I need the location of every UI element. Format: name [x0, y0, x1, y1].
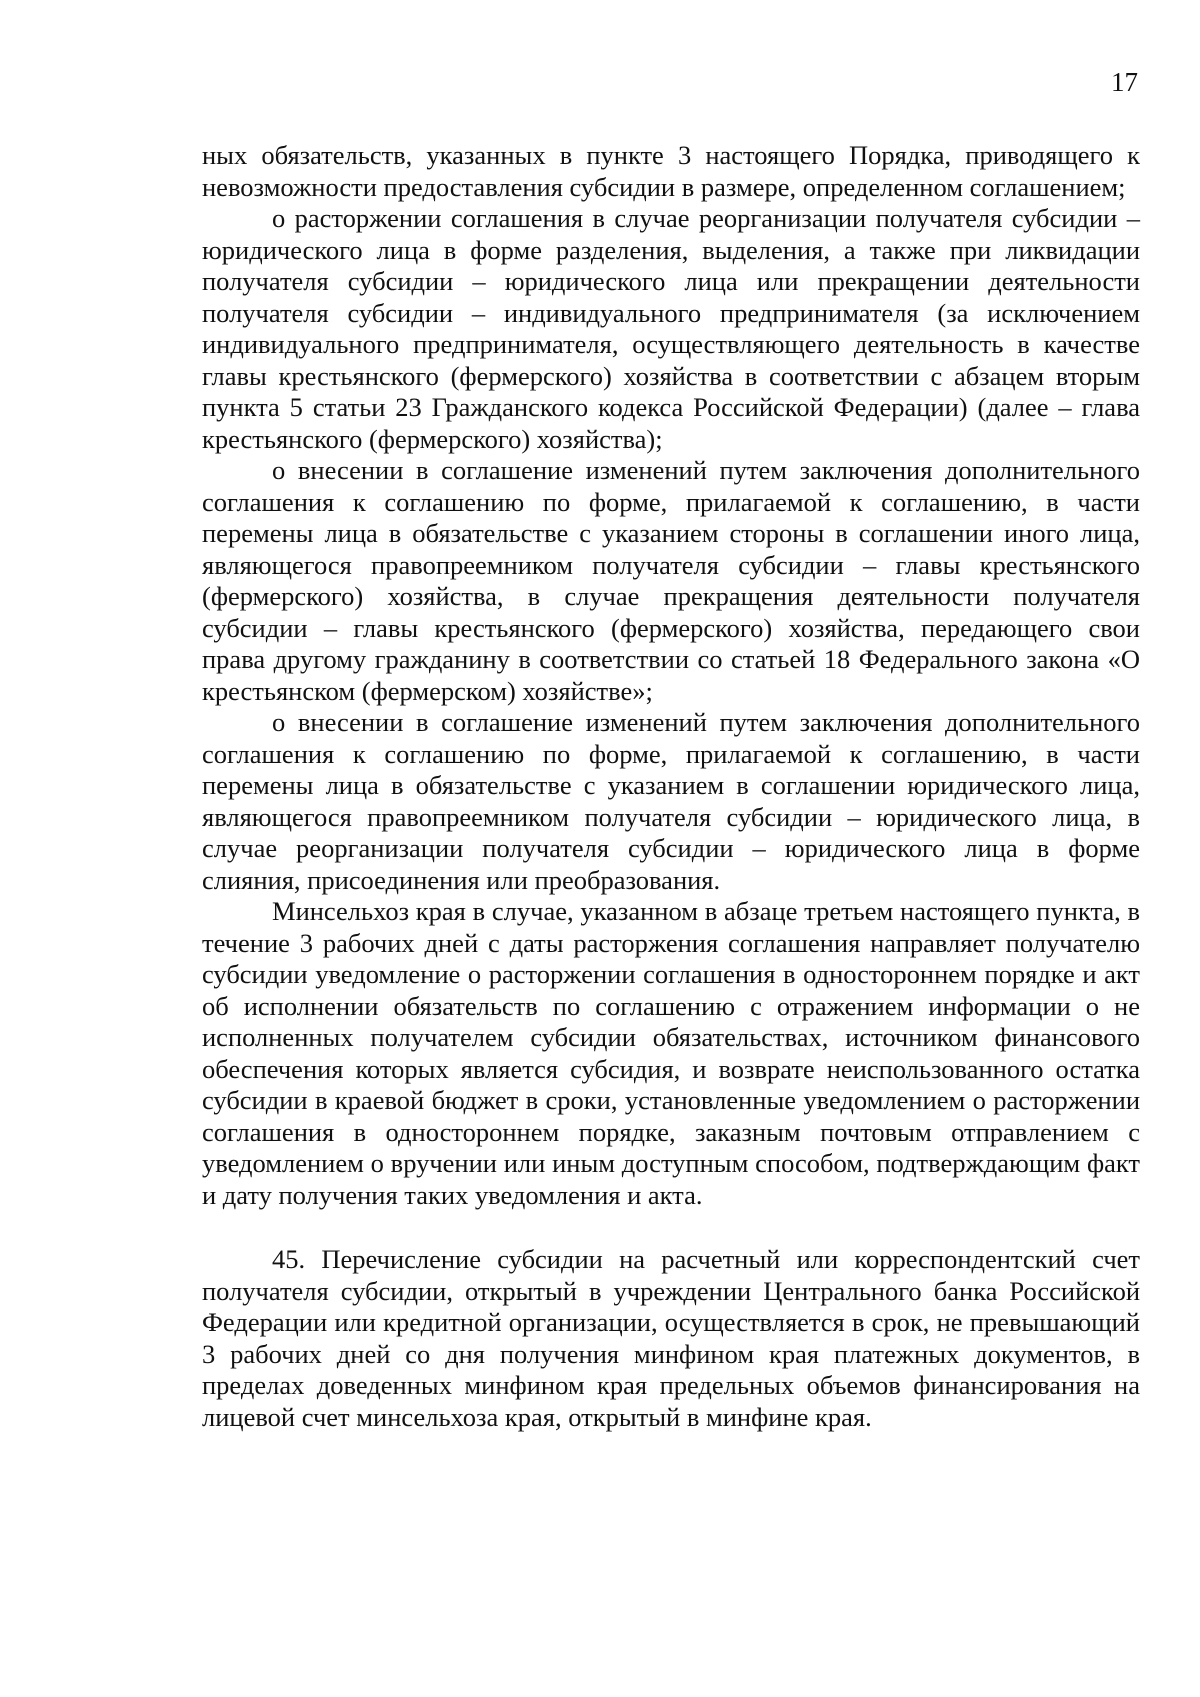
page-number: 17: [1111, 67, 1138, 97]
paragraph-continuation: ных обязательств, указанных в пункте 3 настоящего Порядка, приводящего к невозможности предоставления субсидии в размере, определенном соглашением;: [202, 140, 1140, 202]
paragraph-item-45: 45. Перечисление субсидии на расчетный или корреспондентский счет получателя субсидии, открытый в учреждении Центрального банка Российской Федерации или кредитной организации, осуществляется в срок, не превышающий 3 рабочих дней со дня получения минфином края платежных документов, в пределах доведенных минфином края предельных объемов финансирования на лицевой счет минсельхоза края, открытый в минфине края.: [202, 1244, 1140, 1432]
paragraph-ministry-notification: Минсельхоз края в случае, указанном в абзаце третьем настоящего пункта, в течение 3 рабочих дней с даты расторжения соглашения направляет получателю субсидии уведомление о расторжении соглашения в одностороннем порядке и акт об исполнении обязательств по соглашению с отражением информации о не исполненных получателем субсидии обязательствах, источником финансового обеспечения которых является субсидия, и возврате неиспользованного остатка субсидии в краевой бюджет в сроки, установленные уведомлением о расторжении соглашения в одностороннем порядке, заказным почтовым отправлением с уведомлением о вручении или иным доступным способом, подтверждающим факт и дату получения таких уведомления и акта.: [202, 896, 1140, 1210]
paragraph-termination-reorganization: о расторжении соглашения в случае реорганизации получателя субсидии – юридического лица в форме разделения, выделения, а также при ликвидации получателя субсидии – юридического лица или прекращении деятельности получателя субсидии – индивидуального предпринимателя (за исключением индивидуального предпринимателя, осуществляющего деятельность в качестве главы крестьянского (фермерского) хозяйства в соответствии с абзацем вторым пункта 5 статьи 23 Гражданского кодекса Российской Федерации) (далее – глава крестьянского (фермерского) хозяйства);: [202, 203, 1140, 454]
paragraph-amendment-farm-successor: о внесении в соглашение изменений путем заключения дополнительного соглашения к соглашению по форме, прилагаемой к соглашению, в части перемены лица в обязательстве с указанием стороны в соглашении иного лица, являющегося правопреемником получателя субсидии – главы крестьянского (фермерского) хозяйства, в случае прекращения деятельности получателя субсидии – главы крестьянского (фермерского) хозяйства, передающего свои права другому гражданину в соответствии со статьей 18 Федерального закона «О крестьянском (фермерском) хозяйстве»;: [202, 455, 1140, 706]
document-body: [202, 140, 1140, 1433]
paragraph-amendment-legal-successor: о внесении в соглашение изменений путем заключения дополнительного соглашения к соглашению по форме, прилагаемой к соглашению, в части перемены лица в обязательстве с указанием в соглашении юридического лица, являющегося правопреемником получателя субсидии – юридического лица, в случае реорганизации получателя субсидии – юридического лица в форме слияния, присоединения или преобразования.: [202, 707, 1140, 895]
